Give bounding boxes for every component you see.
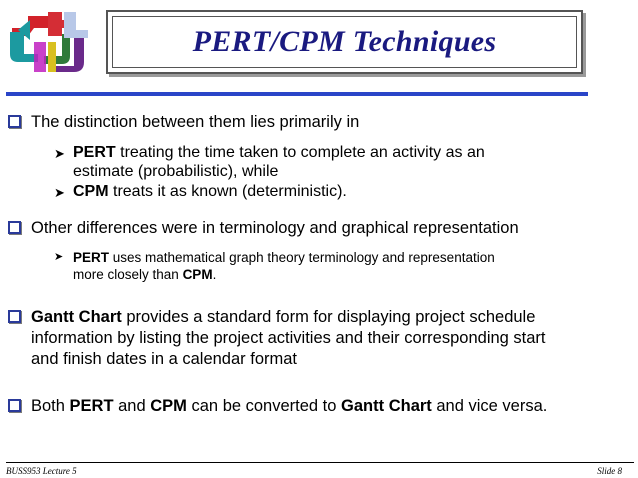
term-cpm: CPM [73, 183, 109, 200]
title-frame [106, 10, 583, 74]
term-cpm: CPM [150, 397, 187, 415]
sub-bullet-1-2-text: CPM treats it as known (deterministic). [73, 183, 347, 200]
term-pert: PERT [73, 144, 116, 161]
sub-bullet-2-1-text: PERT uses mathematical graph theory terminology and representation more closely than CPM. [73, 250, 495, 282]
arrow-bullet-icon: ➤ [54, 251, 64, 263]
footer-slide-number: Slide 8 [597, 466, 622, 476]
bullet-4 [8, 396, 598, 417]
title-inner-frame [112, 16, 577, 68]
sub-bullet-1-1-text: PERT treating the time taken to complete an activity as an estimate (probabilistic), while [73, 144, 485, 180]
bullet-1 [8, 112, 598, 133]
arrow-bullet-icon: ➤ [54, 146, 65, 161]
term-gantt-chart: Gantt Chart [341, 397, 432, 415]
bullet-2 [8, 218, 598, 239]
square-bullet-icon [8, 221, 21, 234]
slide-title: PERT/CPM Techniques [192, 25, 497, 58]
footer-course: BUSS953 Lecture 5 [6, 466, 77, 476]
title-divider [6, 92, 588, 96]
square-bullet-icon [8, 115, 21, 128]
bullet-1-text: The distinction between them lies primarily in [31, 113, 360, 131]
term-pert: PERT [73, 250, 110, 265]
bullet-1-subitems [54, 143, 598, 203]
term-cpm: CPM [182, 267, 213, 282]
bullet-2-subitems [54, 249, 598, 283]
bullet-3 [8, 307, 598, 370]
bullet-3-text: Gantt Chart provides a standard form for displaying project schedule information by listing the project activities and their corresponding start and finish dates in a calendar format [31, 308, 546, 368]
arrow-bullet-icon: ➤ [54, 185, 65, 200]
footer-divider [6, 462, 634, 463]
bullet-2-text: Other differences were in terminology and graphical representation [31, 219, 519, 237]
square-bullet-icon [8, 399, 21, 412]
bullet-4-text: Both PERT and CPM can be converted to Gantt Chart and vice versa. [31, 397, 548, 415]
university-logo-icon [4, 6, 96, 80]
sub-bullet-2-1 [54, 249, 598, 283]
sub-bullet-1-1 [54, 143, 598, 181]
term-gantt-chart: Gantt Chart [31, 308, 122, 326]
sub-bullet-1-2 [54, 182, 598, 203]
term-pert: PERT [69, 397, 114, 415]
square-bullet-icon [8, 310, 21, 323]
slide-content [8, 112, 598, 417]
